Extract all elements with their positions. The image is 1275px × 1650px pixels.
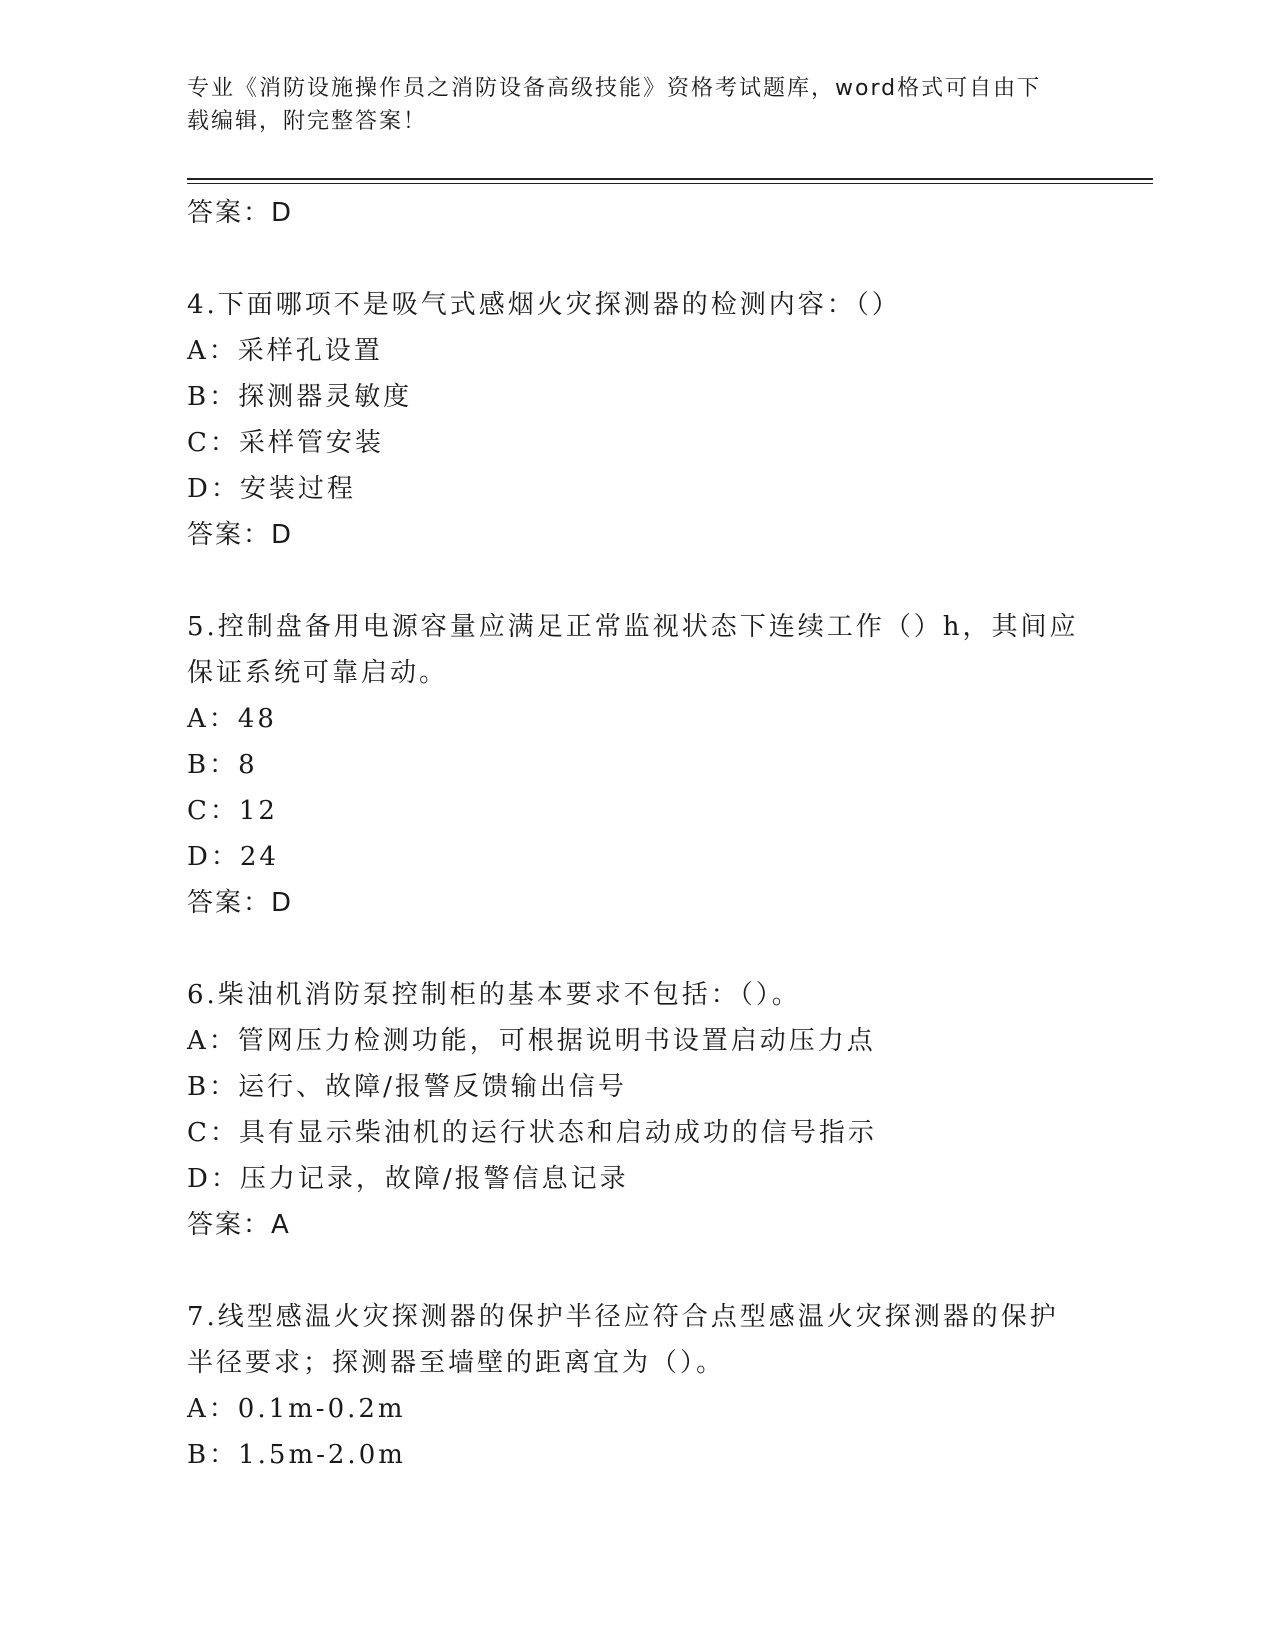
option-a: A：管网压力检测功能，可根据说明书设置启动压力点 <box>187 1026 876 1056</box>
document-header <box>187 72 1067 138</box>
option-b: B：探测器灵敏度 <box>187 382 413 412</box>
question-block <box>187 972 1087 1248</box>
question-stem: 7.线型感温火灾探测器的保护半径应符合点型感温火灾探测器的保护 <box>187 1302 1059 1332</box>
question-stem: 4.下面哪项不是吸气式感烟火灾探测器的检测内容：（） <box>187 290 901 320</box>
option-c: C：12 <box>187 796 278 826</box>
option-b: B：8 <box>187 750 258 780</box>
option-a: A：48 <box>187 704 277 734</box>
option-a: A：采样孔设置 <box>187 336 383 366</box>
option-b: B：运行、故障/报警反馈输出信号 <box>187 1072 627 1102</box>
option-c: C：具有显示柴油机的运行状态和启动成功的信号指示 <box>187 1118 877 1148</box>
question-stem-continued: 半径要求；探测器至墙壁的距离宜为（）。 <box>187 1348 726 1378</box>
header-line-2: 载编辑，附完整答案！ <box>187 109 428 134</box>
question-block <box>187 282 1087 558</box>
option-d: D：压力记录，故障/报警信息记录 <box>187 1164 629 1194</box>
question-stem-continued: 保证系统可靠启动。 <box>187 658 449 688</box>
header-divider-thin <box>187 183 1153 184</box>
question-stem: 6.柴油机消防泵控制柜的基本要求不包括：（）。 <box>187 980 801 1010</box>
option-c: C：采样管安装 <box>187 428 384 458</box>
answer-line: 答案：A <box>187 1210 291 1240</box>
header-line-1: 专业《消防设施操作员之消防设备高级技能》资格考试题库，word格式可自由下 <box>187 76 1042 101</box>
answer-line: 答案：D <box>187 888 294 918</box>
answer-line: 答案：D <box>187 520 294 550</box>
option-d: D：24 <box>187 842 279 872</box>
option-b: B：1.5m-2.0m <box>187 1440 406 1470</box>
answer-line: 答案：D <box>187 198 294 228</box>
question-block <box>187 1294 1087 1478</box>
option-d: D：安装过程 <box>187 474 356 504</box>
question-list <box>187 190 1087 1478</box>
header-divider-thick <box>187 178 1153 180</box>
question-stem: 5.控制盘备用电源容量应满足正常监视状态下连续工作（）h，其间应 <box>187 612 1079 642</box>
question-block <box>187 604 1087 926</box>
option-a: A：0.1m-0.2m <box>187 1394 406 1424</box>
